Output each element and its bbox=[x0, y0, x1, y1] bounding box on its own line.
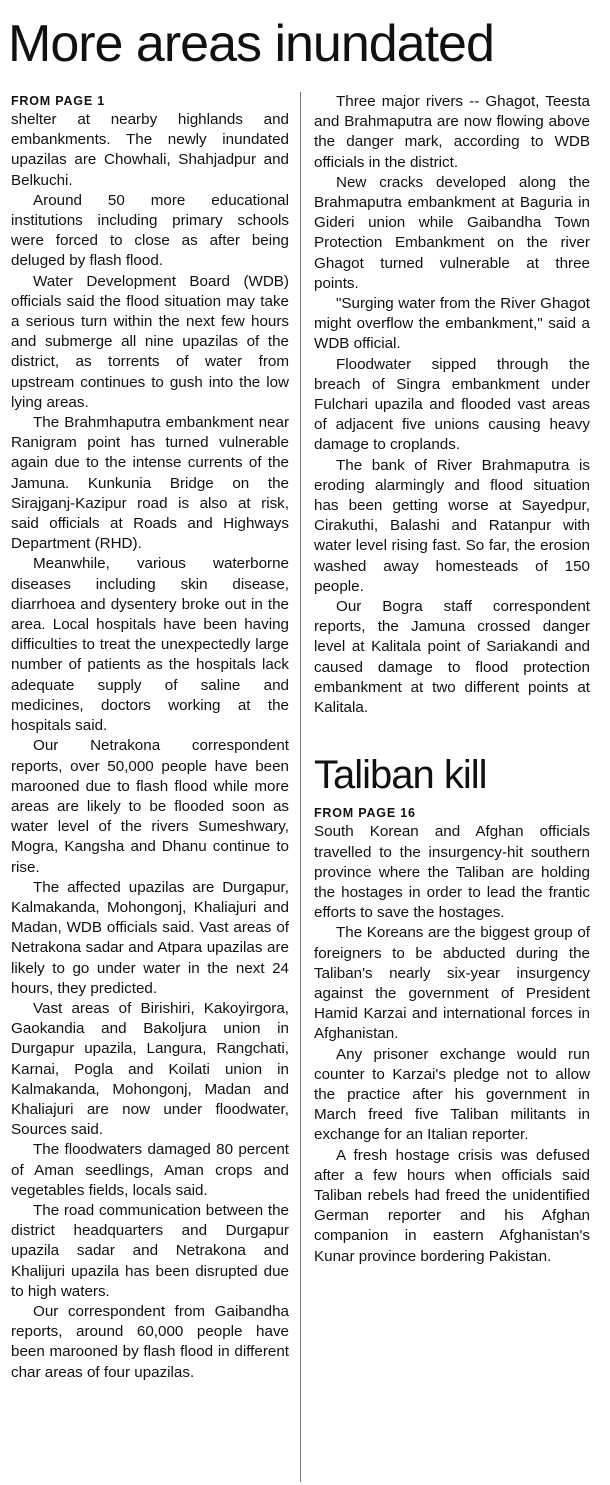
main-paragraph-9: The floodwaters damaged 80 percent of Aman seedlings, Aman crops and vegetables fields, locals said. bbox=[11, 1141, 289, 1199]
main-paragraph-11: Our correspondent from Gaibandha reports, around 60,000 people have been marooned by flash flood in different char areas of four upazilas. bbox=[11, 1302, 289, 1381]
main-paragraph-10: The road communication between the district headquarters and Durgapur upazila sadar and Netrakona and Khalijuri upazila has been disrupted due to high waters. bbox=[11, 1201, 289, 1300]
main-paragraph-6: Our Netrakona correspondent reports, over 50,000 people have been marooned due to flash flood while more areas are likely to be flooded soon as water level of the rivers Sumeshwary, Mogra, Kangsha and Dhanu continue to rise. bbox=[11, 737, 289, 876]
main-headline: More areas inundated bbox=[8, 15, 494, 73]
main-paragraph-7: The affected upazilas are Durgapur, Kalmakanda, Mohongonj, Khaliajuri and Madan, WDB officials said. Vast areas of Netrakona sadar and Atpara upazilas are likely to go under water in the next 24 hours, they predicted. bbox=[11, 878, 289, 997]
main-paragraph-4: The Brahmhaputra embankment near Ranigram point has turned vulnerable again due to the intense currents of the Jamuna. Kunkunia Bridge on the Sirajganj-Kazipur road is also at risk, said officials at Roads and Highways Department (RHD). bbox=[11, 414, 289, 553]
second-paragraph-4: A fresh hostage crisis was defused after a few hours when officials said Taliban rebels had freed the unidentified German reporter and his Afghan companion in eastern Afghanistan's Kunar province bordering Pakistan. bbox=[314, 1146, 590, 1265]
main-paragraph-2: Around 50 more educational institutions including primary schools were forced to close as after being deluged by flash flood. bbox=[11, 191, 289, 270]
second-paragraph-1: South Korean and Afghan officials travelled to the insurgency-hit southern province where the Taliban are holding the hostages in order to lead the frantic efforts to save the hostages. bbox=[314, 823, 590, 922]
second-headline: Taliban kill bbox=[314, 753, 487, 798]
main-kicker: FROM PAGE 1 bbox=[11, 94, 105, 108]
main-paragraph-3: Water Development Board (WDB) officials said the flood situation may take a serious turn within the next few hours and submerge all nine upazilas of the district, as torrents of water from upstream continues to gush into the low lying areas. bbox=[11, 272, 289, 411]
second-paragraph-3: Any prisoner exchange would run counter to Karzai's pledge not to allow the practice after his government in March freed five Taliban militants in exchange for an Italian reporter. bbox=[314, 1045, 590, 1144]
main-paragraph-8: Vast areas of Birishiri, Kakoyirgora, Gaokandia and Bakoljura union in Durgapur upazila, Langura, Rangchati, Karnai, Pogla and Koilati union in Kalmakanda, Mohongonj, Madan and Khaliajuri are now under floodwater, Sources said. bbox=[11, 999, 289, 1139]
main-paragraph-14: "Surging water from the River Ghagot might overflow the embankment," said a WDB official. bbox=[314, 295, 590, 353]
main-paragraph-16: The bank of River Brahmaputra is eroding alarmingly and flood situation has been getting worse at Sayedpur, Cirakuthi, Balashi and Ratanpur with water level rising fast. So far, the erosion washed away homesteads of 150 people. bbox=[314, 456, 590, 595]
article-column-right bbox=[314, 92, 590, 1267]
main-paragraph-15: Floodwater sipped through the breach of Singra embankment under Fulchari upazila and flooded vast areas of adjacent five unions causing heavy damage to croplands. bbox=[314, 355, 590, 454]
article-column-left bbox=[11, 92, 289, 1383]
main-paragraph-13: New cracks developed along the Brahmaputra embankment at Baguria in Gideri union while Gaibandha Town Protection Embankment on the river Ghagot turned vulnerable at three points. bbox=[314, 173, 590, 292]
second-kicker: FROM PAGE 16 bbox=[314, 806, 416, 821]
column-divider bbox=[300, 92, 301, 1482]
main-paragraph-12: Three major rivers -- Ghagot, Teesta and Brahmaputra are now flowing above the danger mark, according to WDB officials in the district. bbox=[314, 93, 590, 171]
main-paragraph-17: Our Bogra staff correspondent reports, the Jamuna crossed danger level at Kalitala point of Sariakandi and caused damage to flood protection embankment at two different points at Kalitala. bbox=[314, 598, 590, 717]
second-paragraph-2: The Koreans are the biggest group of foreigners to be abducted during the Taliban's nearly six-year insurgency against the government of President Hamid Karzai and international forces in Afghanistan. bbox=[314, 924, 590, 1043]
main-paragraph-5: Meanwhile, various waterborne diseases including skin disease, diarrhoea and dysentery broke out in the area. Local hospitals have been having difficulties to treat the unexpectedly large number of patients as the hospitals lack adequate supply of saline and medicines, doctors working at the hospitals said. bbox=[11, 555, 289, 735]
main-paragraph-1: shelter at nearby highlands and embankments. The newly inundated upazilas are Chowhali, Shahjadpur and Belkuchi. bbox=[11, 111, 289, 189]
